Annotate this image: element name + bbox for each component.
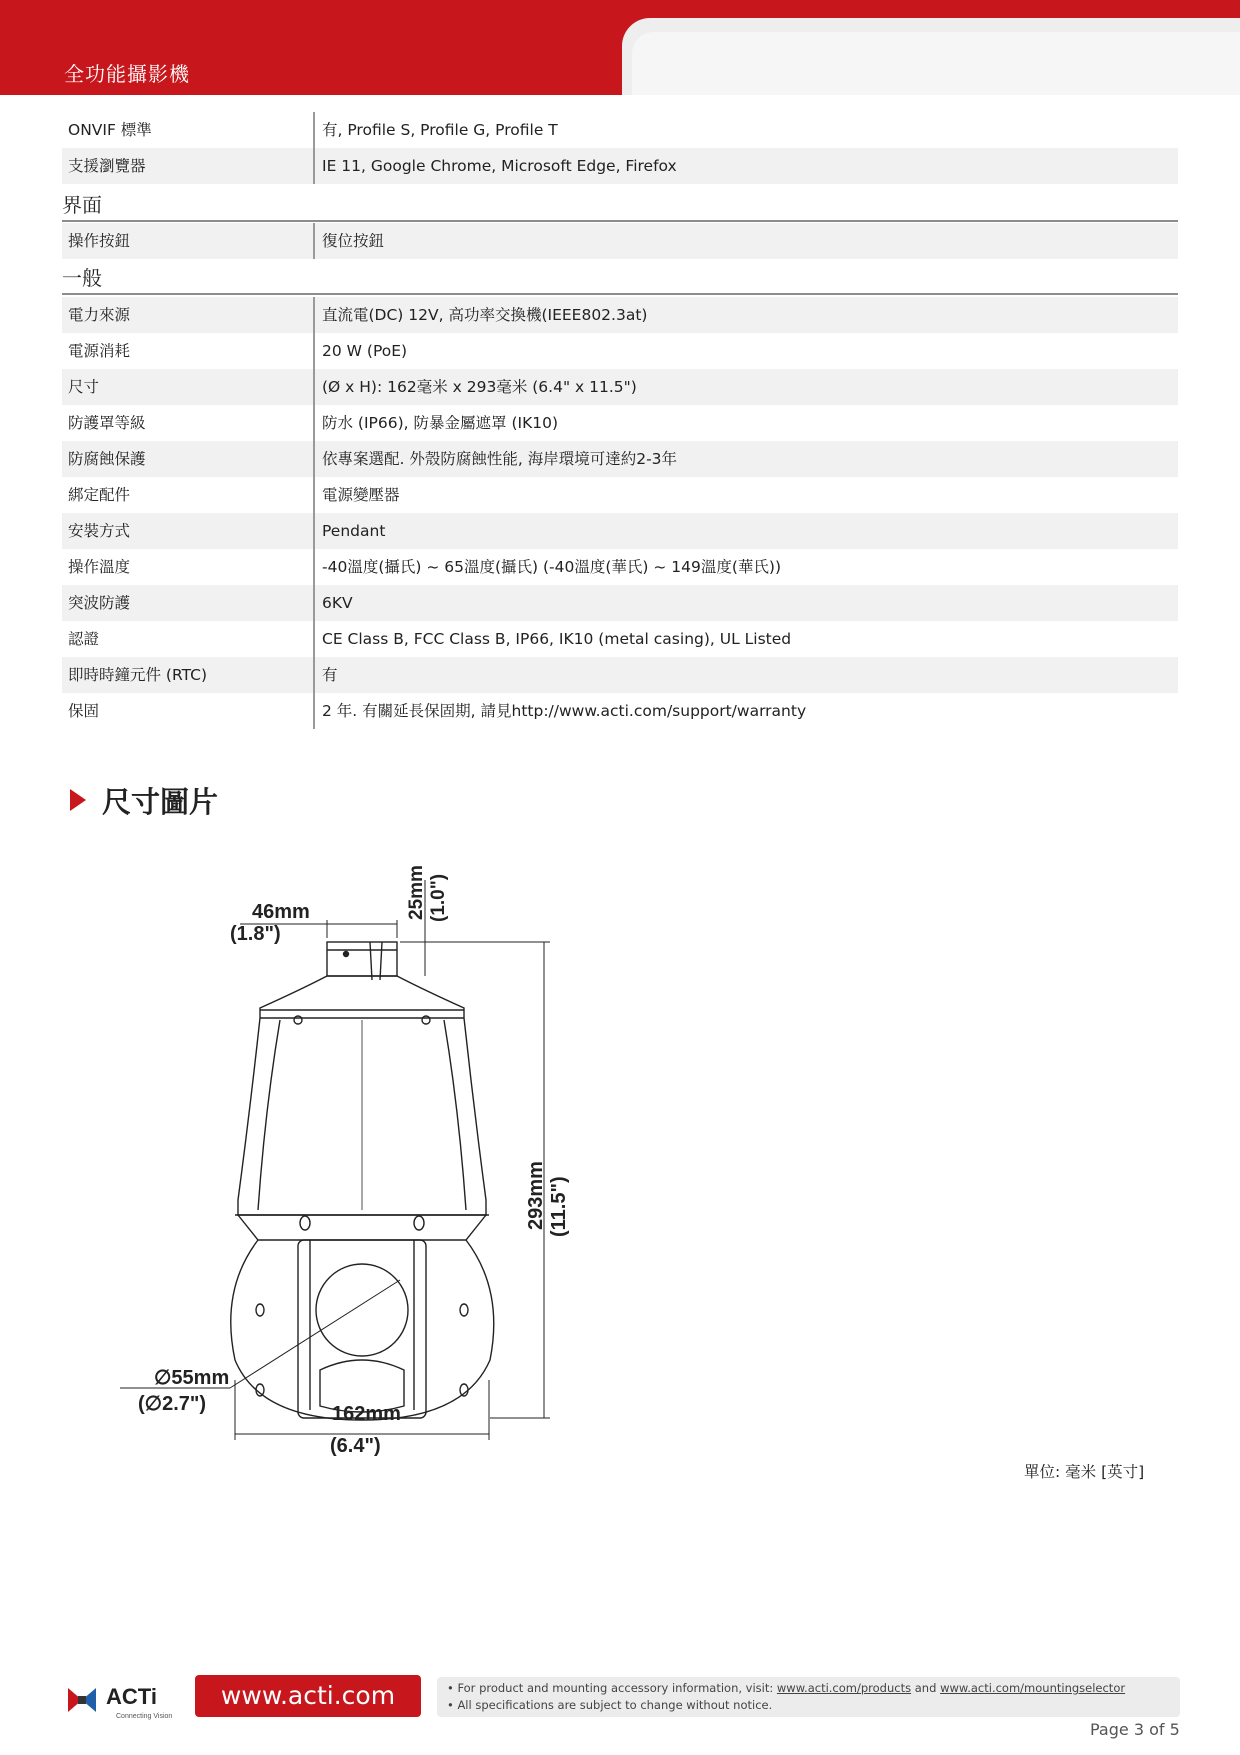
spec-label: 認證 [62, 621, 315, 657]
section-title-general: 一般 [62, 263, 1178, 295]
spec-label: 電源消耗 [62, 333, 315, 369]
spec-label: 即時時鐘元件 (RTC) [62, 657, 315, 693]
spec-table-interface [62, 223, 1178, 259]
dim-label: (11.5") [548, 1176, 570, 1237]
acti-logo-mark-icon [66, 1680, 196, 1726]
dim-label: (∅2.7") [138, 1393, 207, 1415]
spec-label: 安裝方式 [62, 513, 315, 549]
logo-wordmark: ACTi [106, 1684, 157, 1709]
spec-label: 突波防護 [62, 585, 315, 621]
spec-value: 依專案選配. 外殼防腐蝕性能, 海岸環境可達約2-3年 [315, 441, 1178, 477]
dim-label: 25mm [406, 865, 427, 920]
table-row [62, 513, 1178, 549]
spec-value: (Ø x H): 162毫米 x 293毫米 (6.4" x 11.5") [315, 369, 1178, 405]
spec-value: 復位按鈕 [315, 223, 1178, 259]
dimension-title: 尺寸圖片 [102, 785, 219, 819]
spec-label: 操作按鈕 [62, 223, 315, 259]
spec-table-top [62, 112, 1178, 184]
dim-label: (1.0") [428, 873, 449, 922]
spec-label: 綁定配件 [62, 477, 315, 513]
dim-label: 293mm [525, 1161, 547, 1230]
table-row [62, 333, 1178, 369]
footer-notes [437, 1677, 1180, 1717]
mounting-selector-link[interactable]: www.acti.com/mountingselector [940, 1681, 1126, 1695]
spec-value: 有, Profile S, Profile G, Profile T [322, 121, 558, 139]
table-row [62, 297, 1178, 333]
table-row [62, 657, 1178, 693]
table-row [62, 405, 1178, 441]
footer-note-1: • For product and mounting accessory information, visit: www.acti.com/products and www.acti.com/mountingselector [447, 1681, 1126, 1695]
table-row [62, 148, 1178, 184]
dim-total-width [235, 1380, 489, 1457]
section-title-interface: 界面 [62, 190, 1178, 222]
table-row [62, 441, 1178, 477]
table-row [62, 369, 1178, 405]
page-header [0, 0, 1240, 95]
spec-table-general [62, 297, 1178, 729]
dim-cap-height [400, 865, 449, 976]
spec-label: 防護罩等級 [62, 405, 315, 441]
spec-value: IE 11, Google Chrome, Microsoft Edge, Firefox [315, 148, 1178, 184]
spec-label: 支援瀏覽器 [62, 148, 315, 184]
unit-note: 單位: 毫米 [英寸] [1024, 1463, 1145, 1481]
spec-label: 保固 [62, 693, 315, 729]
camera-housing [235, 976, 489, 1240]
spec-value: -40溫度(攝氏) ~ 65溫度(攝氏) (-40溫度(華氏) ~ 149溫度(華氏)) [322, 558, 782, 576]
spec-value: 防水 (IP66), 防暴金屬遮罩 (IK10) [322, 414, 558, 432]
header-title: 全功能攝影機 [64, 62, 190, 86]
website-link[interactable]: www.acti.com [195, 1675, 421, 1717]
mount-cap [327, 942, 397, 980]
spec-label: ONVIF 標準 [62, 112, 315, 148]
dim-label: (1.8") [230, 923, 281, 945]
dim-label: ∅55mm [154, 1367, 230, 1389]
table-row [62, 621, 1178, 657]
table-row [62, 549, 1178, 585]
dim-label: 46mm [252, 901, 310, 923]
header-tab-inner [632, 32, 1240, 95]
triangle-bullet-icon [70, 789, 86, 811]
spec-label: 電力來源 [62, 297, 315, 333]
camera-dimension-drawing [110, 840, 580, 1460]
spec-label: 操作溫度 [62, 549, 315, 585]
dim-top-width [230, 901, 397, 945]
spec-label: 防腐蝕保護 [62, 441, 315, 477]
spec-value: 直流電(DC) 12V, 高功率交換機(IEEE802.3at) [315, 297, 1178, 333]
table-row [62, 585, 1178, 621]
dim-lens [120, 1280, 400, 1415]
table-row [62, 693, 1178, 729]
dim-label: 162mm [332, 1403, 401, 1425]
spec-label: 尺寸 [62, 369, 315, 405]
acti-logo [66, 1680, 196, 1726]
spec-value: CE Class B, FCC Class B, IP66, IK10 (metal casing), UL Listed [322, 630, 792, 648]
footer-note-2: • All specifications are subject to change without notice. [447, 1698, 773, 1712]
spec-value: 2 年. 有關延長保固期, 請見http://www.acti.com/support/warranty [322, 702, 807, 720]
spec-value: 6KV [315, 585, 1178, 621]
spec-value: Pendant [315, 513, 1178, 549]
table-row [62, 477, 1178, 513]
spec-value: 20 W (PoE) [322, 342, 408, 360]
dome [231, 1240, 494, 1420]
dim-label: (6.4") [330, 1435, 381, 1457]
page-number: Page 3 of 5 [1090, 1720, 1180, 1739]
spec-value: 電源變壓器 [322, 486, 400, 504]
table-row [62, 223, 1178, 259]
spec-value: 有 [315, 657, 1178, 693]
products-link[interactable]: www.acti.com/products [776, 1681, 912, 1695]
logo-tagline: Connecting Vision [116, 1713, 173, 1720]
table-row [62, 112, 1178, 148]
